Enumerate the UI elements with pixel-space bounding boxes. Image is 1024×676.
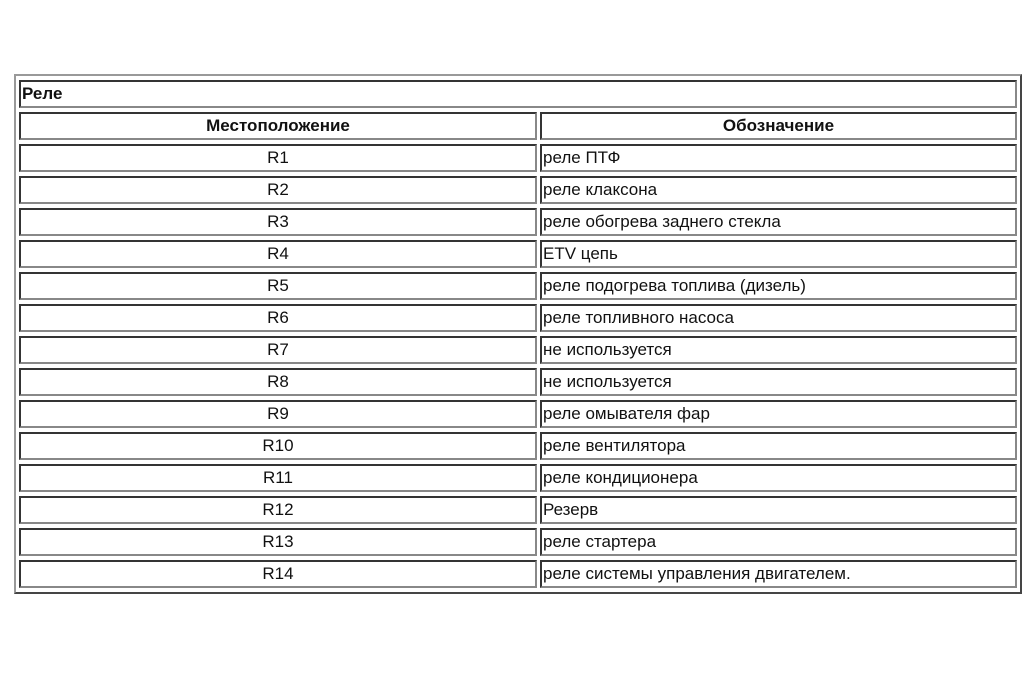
cell-location: R4 (19, 240, 537, 268)
header-location: Местоположение (19, 112, 537, 140)
header-designation: Обозначение (540, 112, 1017, 140)
cell-designation: Резерв (540, 496, 1017, 524)
cell-location: R7 (19, 336, 537, 364)
cell-designation: реле ПТФ (540, 144, 1017, 172)
cell-designation: реле обогрева заднего стекла (540, 208, 1017, 236)
cell-designation: реле подогрева топлива (дизель) (540, 272, 1017, 300)
cell-designation: реле топливного насоса (540, 304, 1017, 332)
table-row (19, 304, 1017, 332)
cell-location: R9 (19, 400, 537, 428)
cell-designation: реле стартера (540, 528, 1017, 556)
cell-location: R12 (19, 496, 537, 524)
cell-designation: реле вентилятора (540, 432, 1017, 460)
table-row (19, 144, 1017, 172)
table-title: Реле (19, 80, 1017, 108)
table-row (19, 400, 1017, 428)
cell-designation: реле кондиционера (540, 464, 1017, 492)
cell-location: R2 (19, 176, 537, 204)
title-row (19, 80, 1017, 108)
cell-location: R5 (19, 272, 537, 300)
cell-designation: не используется (540, 336, 1017, 364)
cell-location: R14 (19, 560, 537, 588)
cell-designation: не используется (540, 368, 1017, 396)
table-row (19, 208, 1017, 236)
table-row (19, 240, 1017, 268)
table-row (19, 432, 1017, 460)
table-row (19, 368, 1017, 396)
cell-location: R8 (19, 368, 537, 396)
cell-location: R1 (19, 144, 537, 172)
cell-designation: реле системы управления двигателем. (540, 560, 1017, 588)
cell-location: R6 (19, 304, 537, 332)
table-row (19, 560, 1017, 588)
table-row (19, 464, 1017, 492)
cell-location: R13 (19, 528, 537, 556)
table-row (19, 336, 1017, 364)
cell-location: R11 (19, 464, 537, 492)
table-row (19, 176, 1017, 204)
cell-designation: реле омывателя фар (540, 400, 1017, 428)
table-row (19, 496, 1017, 524)
cell-location: R10 (19, 432, 537, 460)
cell-designation: реле клаксона (540, 176, 1017, 204)
table-row (19, 272, 1017, 300)
cell-location: R3 (19, 208, 537, 236)
table-row (19, 528, 1017, 556)
header-row (19, 112, 1017, 140)
relay-table (14, 74, 1022, 594)
cell-designation: ETV цепь (540, 240, 1017, 268)
